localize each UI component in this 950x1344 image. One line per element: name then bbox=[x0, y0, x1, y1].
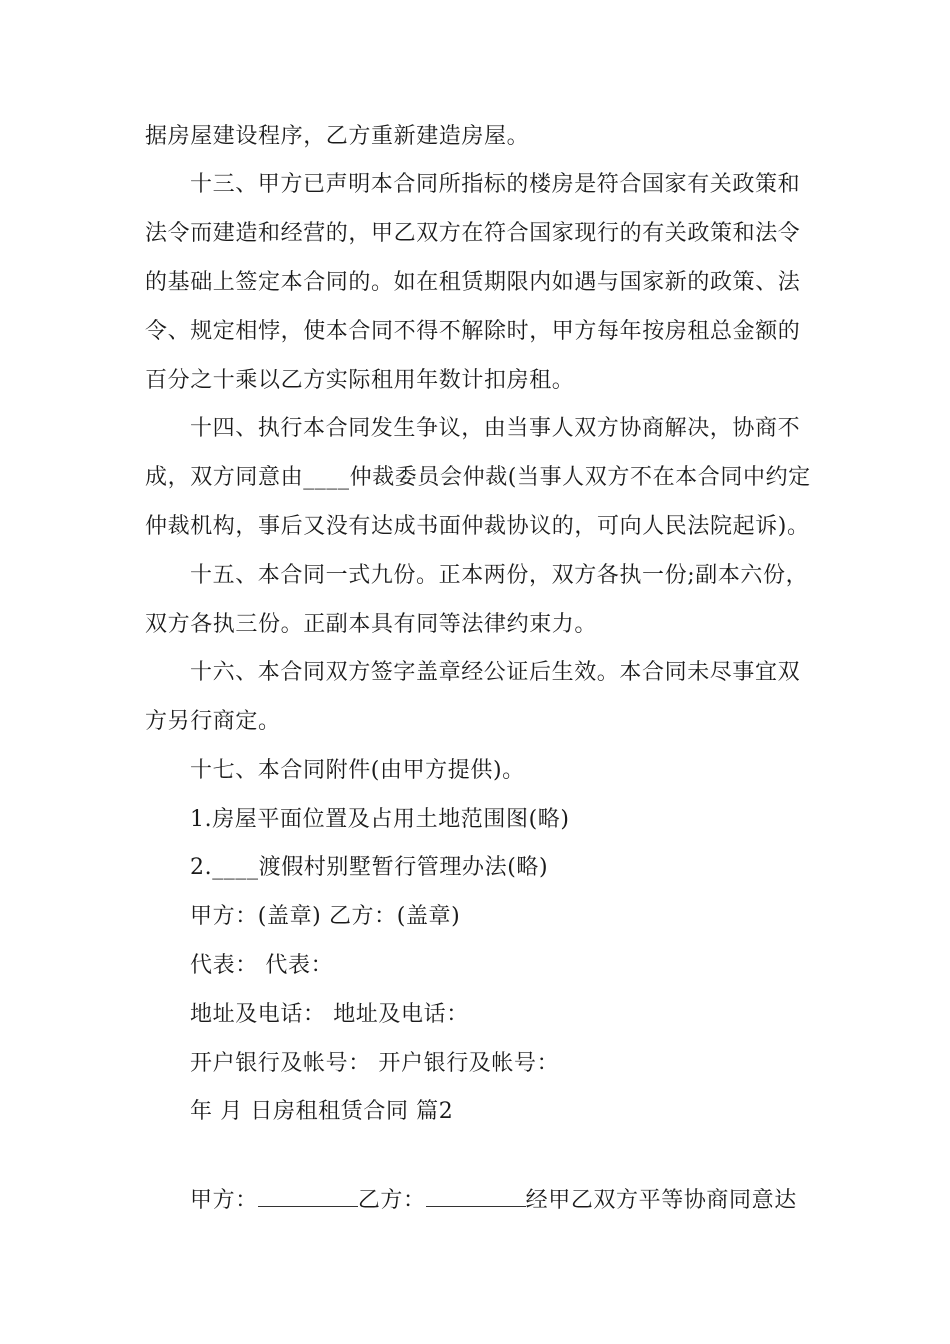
text-line: 法令而建造和经营的，甲乙双方在符合国家现行的有关政策和法令 bbox=[145, 221, 801, 246]
text-line: 仲裁机构，事后又没有达成书面仲裁协议的，可向人民法院起诉)。 bbox=[145, 514, 810, 539]
party-a-label: 甲方： bbox=[190, 1188, 258, 1213]
clause-14-line: 十四、执行本合同发生争议，由当事人双方协商解决，协商不 bbox=[190, 416, 801, 441]
address-phone-line: 地址及电话： 地址及电话： bbox=[190, 1002, 469, 1027]
text-line: 的基础上签定本合同的。如在租赁期限内如遇与国家新的政策、法 bbox=[145, 270, 801, 295]
contract-2-opening-line bbox=[190, 1186, 797, 1216]
text-line: 据房屋建设程序，乙方重新建造房屋。 bbox=[145, 124, 530, 149]
text-line: 双方各执三份。正副本具有同等法律约束力。 bbox=[145, 612, 598, 637]
party-a-blank bbox=[258, 1188, 358, 1207]
opening-text: 经甲乙双方平等协商同意达 bbox=[525, 1188, 797, 1213]
bank-account-line: 开户银行及帐号： 开户银行及帐号： bbox=[190, 1051, 560, 1076]
text-line: 百分之十乘以乙方实际租用年数计扣房租。 bbox=[145, 368, 575, 393]
text-line: 方另行商定。 bbox=[145, 709, 281, 734]
date-title-line: 年 月 日房租租赁合同 篇2 bbox=[190, 1099, 454, 1124]
attachment-1: 1.房屋平面位置及占用土地范围图(略) bbox=[190, 807, 570, 832]
representative-line: 代表： 代表： bbox=[190, 953, 334, 978]
party-b-blank bbox=[426, 1188, 526, 1207]
text-line: 成，双方同意由____仲裁委员会仲裁(当事人双方不在本合同中约定 bbox=[145, 465, 811, 490]
text-line: 令、规定相悖，使本合同不得不解除时，甲方每年按房租总金额的 bbox=[145, 319, 801, 344]
clause-15-line: 十五、本合同一式九份。正本两份，双方各执一份;副本六份， bbox=[190, 563, 809, 588]
party-b-label: 乙方： bbox=[357, 1188, 426, 1213]
attachment-2: 2.____渡假村别墅暂行管理办法(略) bbox=[190, 855, 549, 880]
clause-13-line: 十三、甲方已声明本合同所指标的楼房是符合国家有关政策和 bbox=[190, 172, 801, 197]
signature-line: 甲方：(盖章) 乙方：(盖章) bbox=[190, 904, 461, 929]
clause-17-line: 十七、本合同附件(由甲方提供)。 bbox=[190, 758, 525, 783]
clause-16-line: 十六、本合同双方签字盖章经公证后生效。本合同未尽事宜双 bbox=[190, 660, 801, 685]
